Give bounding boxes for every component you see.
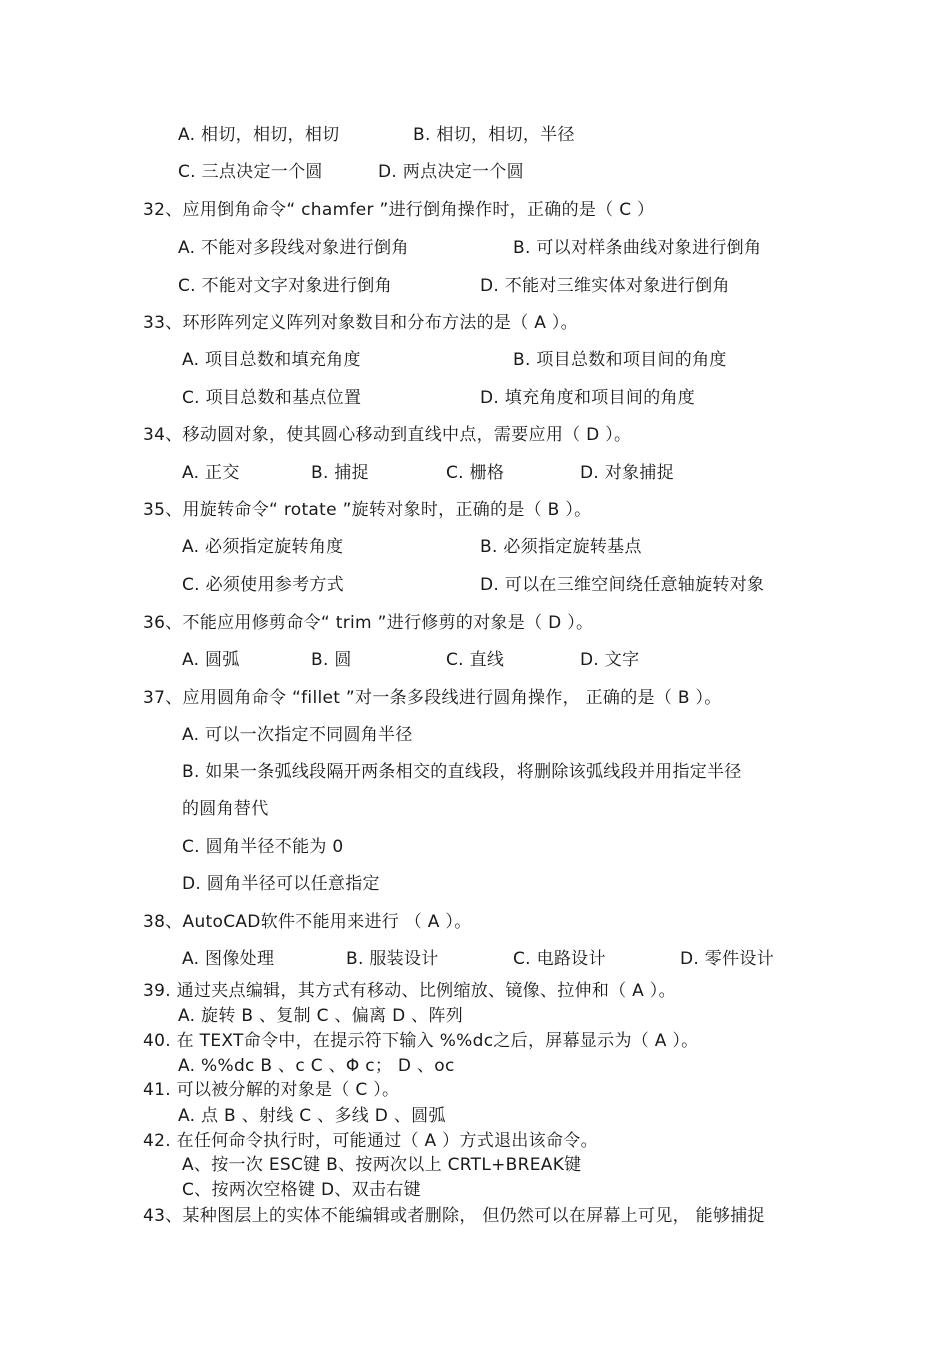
option-d: D. 对象捕捉 (580, 463, 674, 483)
option-b: B. 捕捉 (311, 463, 369, 483)
option-a: A. 可以一次指定不同圆角半径 (182, 725, 413, 745)
question-41: 41. 可以被分解的对象是（ C ）。 (143, 1080, 400, 1100)
option-a: A. 相切，相切，相切 (178, 125, 340, 145)
question-34: 34、移动圆对象，使其圆心移动到直线中点，需要应用（ D ）。 (143, 425, 632, 445)
option-d: D. 文字 (580, 650, 640, 670)
option-c: C. 电路设计 (513, 949, 606, 969)
question-38: 38、AutoCAD软件不能用来进行 （ A ）。 (143, 912, 472, 932)
option-c: C. 必须使用参考方式 (182, 575, 344, 595)
option-c: C. 三点决定一个圆 (178, 162, 323, 182)
option-a: A. 正交 (182, 463, 240, 483)
option-a: A. 项目总数和填充角度 (182, 350, 361, 370)
option-b-continued: 的圆角替代 (182, 799, 269, 819)
options-39: A. 旋转 B 、复制 C 、偏离 D 、阵列 (178, 1006, 464, 1026)
option-c: C. 栅格 (446, 463, 505, 483)
option-c: C. 项目总数和基点位置 (182, 388, 362, 408)
option-b: B. 服装设计 (346, 949, 439, 969)
option-c: C. 圆角半径不能为 0 (182, 837, 344, 857)
question-33: 33、环形阵列定义阵列对象数目和分布方法的是（ A ）。 (143, 313, 578, 333)
option-b: B. 必须指定旋转基点 (480, 537, 642, 557)
option-b: B. 相切，相切，半径 (413, 125, 575, 145)
option-c: C. 直线 (446, 650, 505, 670)
options-42-ab: A、按一次 ESC键 B、按两次以上 CRTL+BREAK键 (182, 1155, 582, 1175)
option-a: A. 圆弧 (182, 650, 240, 670)
option-a: A. 必须指定旋转角度 (182, 537, 344, 557)
option-a: A. 图像处理 (182, 949, 275, 969)
question-35: 35、用旋转命令“ rotate ”旋转对象时，正确的是（ B ）。 (143, 500, 592, 520)
option-b: B. 圆 (311, 650, 352, 670)
question-43: 43、某种图层上的实体不能编辑或者删除， 但仍然可以在屏幕上可见， 能够捕捉 (143, 1206, 765, 1226)
options-41: A. 点 B 、射线 C 、多线 D 、圆弧 (178, 1106, 446, 1126)
question-32: 32、应用倒角命令“ chamfer ”进行倒角操作时，正确的是（ C ） (143, 200, 655, 220)
option-b: B. 如果一条弧线段隔开两条相交的直线段，将删除该弧线段并用指定半径 (182, 762, 742, 782)
question-42: 42. 在任何命令执行时，可能通过（ A ）方式退出该命令。 (143, 1131, 598, 1151)
options-40: A. %%dc B 、c C 、Φ c； D 、oc (178, 1056, 455, 1076)
question-40: 40. 在 TEXT命令中，在提示符下输入 %%dc之后，屏幕显示为（ A ）。 (143, 1031, 699, 1051)
option-d: D. 圆角半径可以任意指定 (182, 874, 380, 894)
question-37: 37、应用圆角命令 “fillet ”对一条多段线进行圆角操作， 正确的是（ B ）。 (143, 688, 722, 708)
option-b: B. 项目总数和项目间的角度 (513, 350, 727, 370)
question-39: 39. 通过夹点编辑，其方式有移动、比例缩放、镜像、拉伸和（ A ）。 (143, 981, 676, 1001)
option-d: D. 可以在三维空间绕任意轴旋转对象 (480, 575, 765, 595)
question-36: 36、不能应用修剪命令“ trim ”进行修剪的对象是（ D ）。 (143, 613, 594, 633)
option-c: C. 不能对文字对象进行倒角 (178, 276, 392, 296)
option-d: D. 不能对三维实体对象进行倒角 (480, 276, 730, 296)
option-d: D. 填充角度和项目间的角度 (480, 388, 696, 408)
option-a: A. 不能对多段线对象进行倒角 (178, 238, 409, 258)
options-42-cd: C、按两次空格键 D、双击右键 (182, 1180, 421, 1200)
option-d: D. 两点决定一个圆 (378, 162, 524, 182)
option-b: B. 可以对样条曲线对象进行倒角 (513, 238, 762, 258)
option-d: D. 零件设计 (680, 949, 774, 969)
